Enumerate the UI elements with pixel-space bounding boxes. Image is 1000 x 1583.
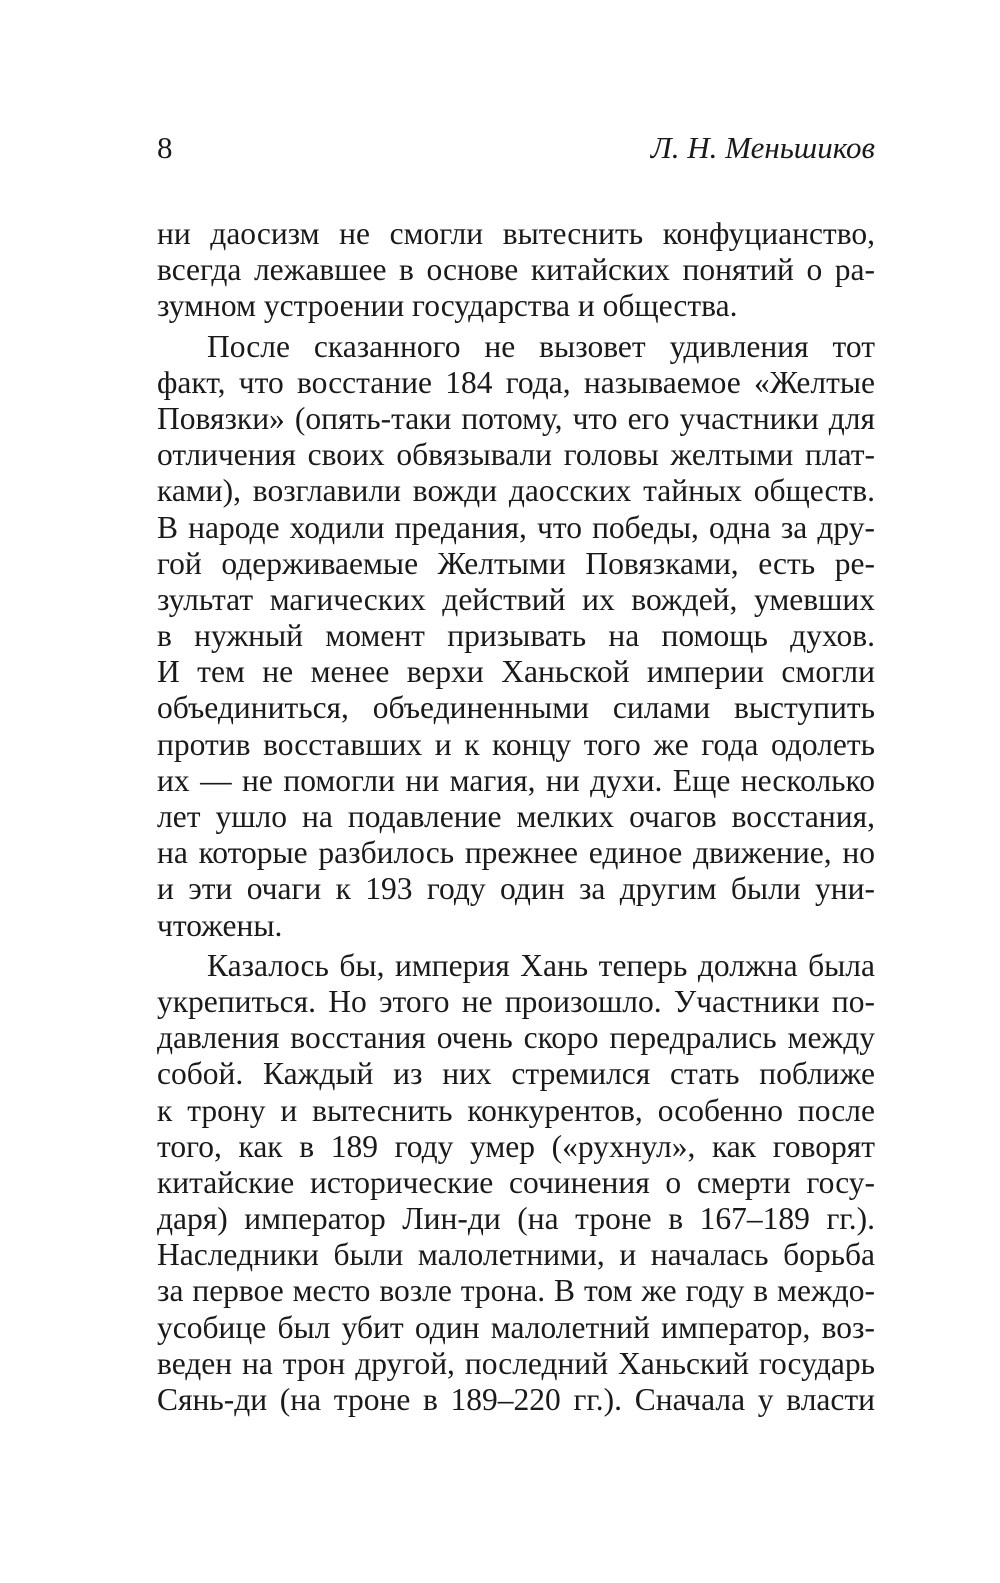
text-line: отличения своих обвязывали головы желтыми плат- bbox=[157, 437, 875, 473]
body-text bbox=[157, 216, 875, 1418]
text-line: объединиться, объединенными силами выступить bbox=[157, 690, 875, 726]
text-line: даря) император Лин-ди (на троне в 167–189 гг.). bbox=[157, 1201, 875, 1237]
running-head bbox=[157, 128, 875, 168]
text-line: зумном устроении государства и общества. bbox=[157, 288, 738, 324]
running-head-author: Л. Н. Меньшиков bbox=[650, 130, 875, 165]
text-line: укрепиться. Но этого не произошло. Участники по- bbox=[157, 983, 875, 1019]
text-line: факт, что восстание 184 года, называемое «Желтые bbox=[157, 364, 875, 400]
text-line: их — не помогли ни магия, ни духи. Еще несколько bbox=[157, 762, 875, 798]
text-line: веден на трон другой, последний Ханьский государь bbox=[157, 1345, 875, 1381]
text-line: Казалось бы, империя Хань теперь должна была bbox=[207, 947, 875, 983]
text-line: на которые разбилось прежнее единое движение, но bbox=[157, 835, 875, 871]
text-line: И тем не менее верхи Ханьской империи смогли bbox=[157, 654, 875, 690]
text-line: за первое место возле трона. В том же году в междо- bbox=[157, 1273, 875, 1309]
text-line: и эти очаги к 193 году один за другим были уни- bbox=[157, 871, 875, 907]
paragraph bbox=[157, 216, 875, 325]
text-line: чтожены. bbox=[157, 907, 283, 943]
text-line: лет ушло на подавление мелких очагов восстания, bbox=[157, 799, 875, 834]
text-line: ни даосизм не смогли вытеснить конфуцианство, bbox=[157, 216, 875, 251]
text-line: Повязки» (опять-таки потому, что его участники для bbox=[157, 400, 875, 436]
text-line: Сянь-ди (на троне в 189–220 гг.). Сначала у власти bbox=[157, 1382, 875, 1417]
paragraph bbox=[157, 329, 875, 944]
page-number: 8 bbox=[157, 130, 173, 165]
text-line: собой. Каждый из них стремился стать поближе bbox=[157, 1056, 875, 1092]
text-line: усобице был убит один малолетний император, воз- bbox=[157, 1309, 875, 1345]
text-line: китайские исторические сочинения о смерти госу- bbox=[157, 1164, 875, 1200]
text-line: всегда лежавшее в основе китайских понятий о ра- bbox=[157, 252, 875, 288]
text-line: В народе ходили предания, что победы, одна за дру- bbox=[157, 509, 875, 545]
text-line: После сказанного не вызовет удивления тот bbox=[207, 328, 875, 364]
text-line: того, как в 189 году умер («рухнул», как говорят bbox=[157, 1128, 875, 1164]
text-line: в нужный момент призывать на помощь духов. bbox=[157, 618, 875, 654]
text-line: Наследники были малолетними, и началась борьба bbox=[157, 1237, 875, 1273]
text-line: гой одерживаемые Желтыми Повязками, есть ре- bbox=[157, 545, 875, 581]
text-line: зультат магических действий их вождей, умевших bbox=[157, 581, 875, 617]
text-line: против восставших и к концу того же года одолеть bbox=[157, 726, 875, 762]
text-line: ками), возглавили вожди даосских тайных обществ. bbox=[157, 473, 875, 509]
text-line: давления восстания очень скоро передрались между bbox=[157, 1020, 875, 1056]
paragraph bbox=[157, 948, 875, 1418]
text-line: к трону и вытеснить конкурентов, особенно после bbox=[157, 1092, 875, 1128]
